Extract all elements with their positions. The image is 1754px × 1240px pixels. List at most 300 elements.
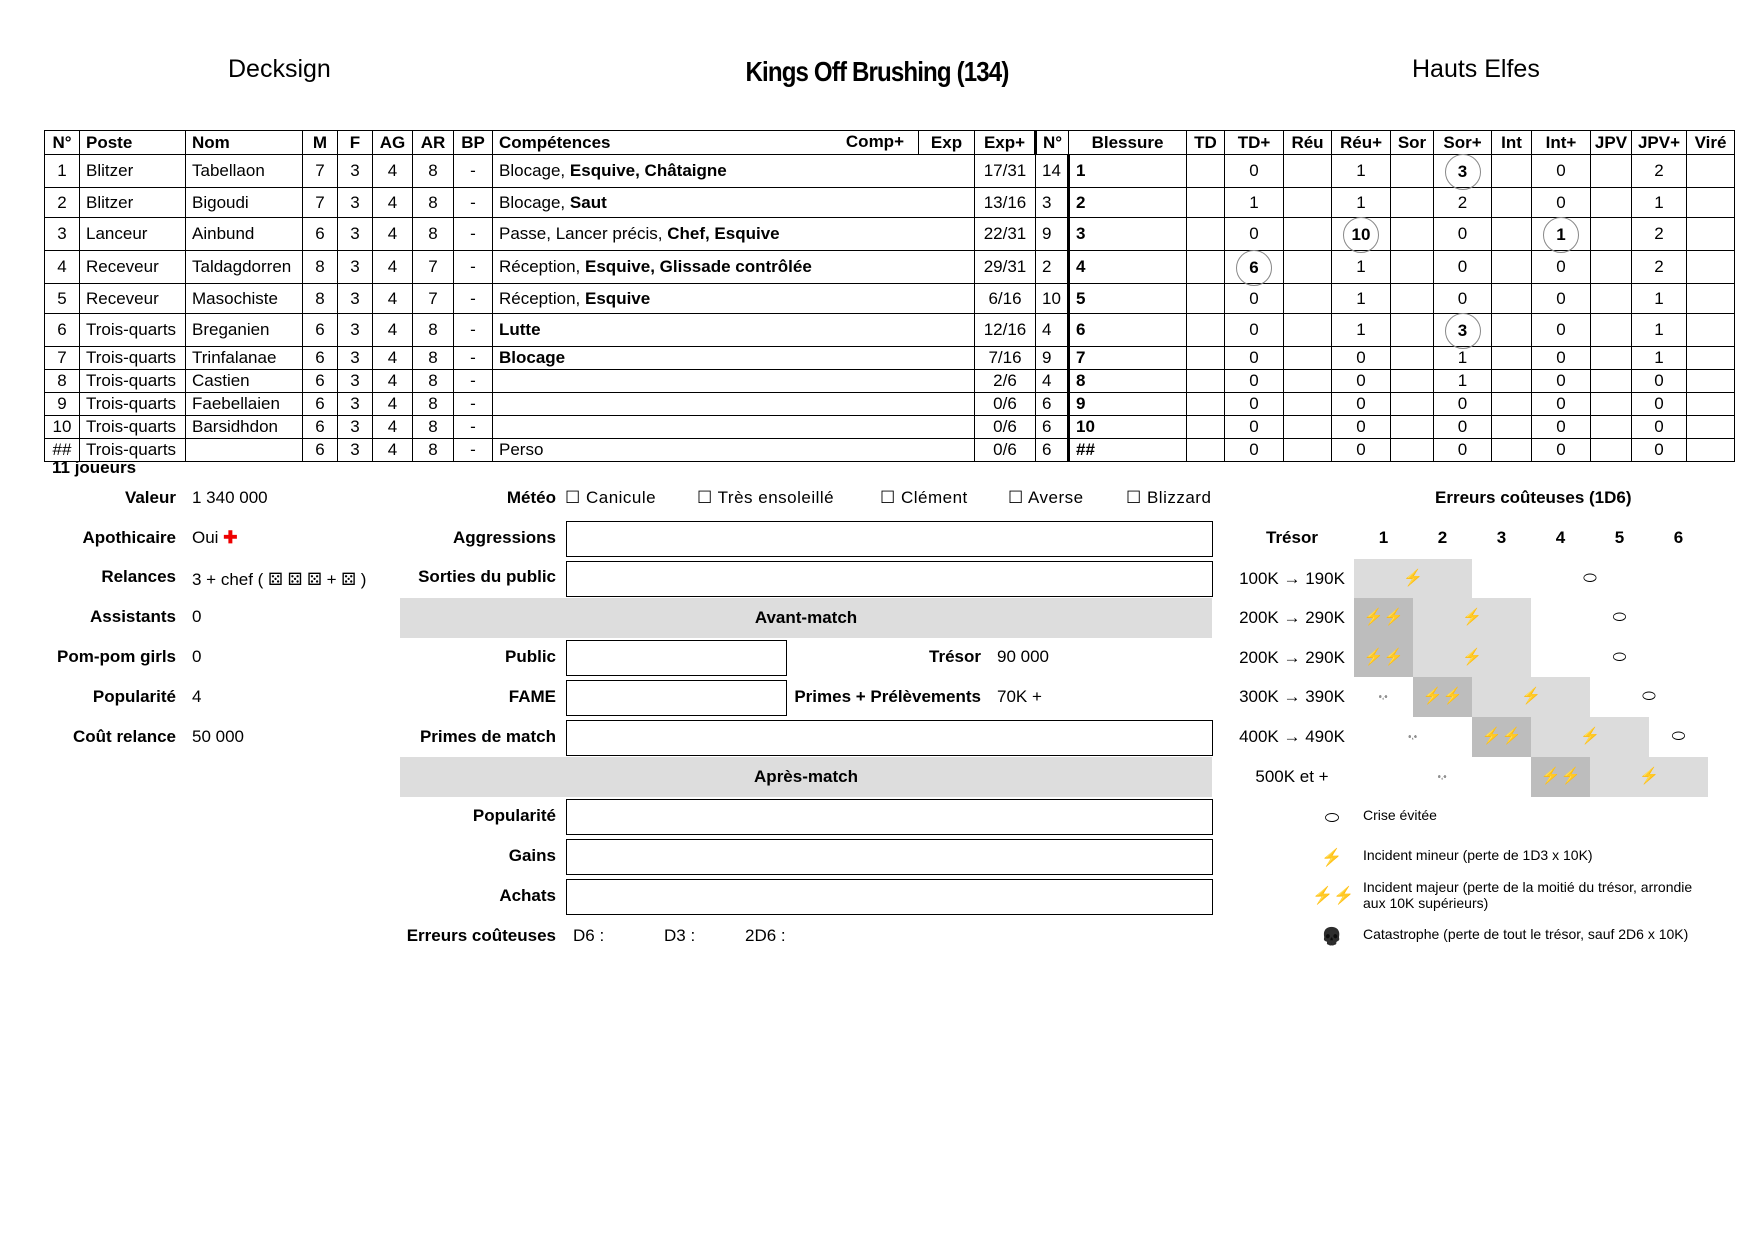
- crisis-avoided-icon: ⬭: [1324, 808, 1340, 827]
- legend-text: Crise évitée: [1363, 807, 1437, 823]
- stat-reu: 1: [1332, 251, 1391, 284]
- stat-ag: 4: [373, 251, 413, 284]
- player-number-2: 2: [1069, 188, 1187, 218]
- player-name: [186, 439, 303, 462]
- stat-bp: -: [454, 188, 493, 218]
- stat-jpv: 0: [1632, 393, 1687, 416]
- player-name: Faebellaien: [186, 393, 303, 416]
- stat-sor-plus: [1492, 416, 1532, 439]
- meteo-label: Météo: [506, 488, 556, 507]
- d3-label: D3 :: [664, 926, 696, 945]
- injury-cell: [1187, 284, 1225, 314]
- roster-header-row: [45, 131, 1735, 155]
- player-number-2: 10: [1069, 416, 1187, 439]
- stat-td-plus: [1284, 439, 1332, 462]
- stat-bp: -: [454, 218, 493, 251]
- red-cross-icon: ✚: [223, 528, 238, 547]
- errors-col-header: 2: [1437, 528, 1448, 547]
- stat-reu-plus: [1391, 439, 1434, 462]
- stat-jpv: 0: [1632, 370, 1687, 393]
- injury-cell: [1187, 370, 1225, 393]
- player-skills: [493, 155, 975, 188]
- stat-jpv: 2: [1632, 155, 1687, 188]
- stat-ar: 8: [413, 314, 454, 347]
- meteo-option-clement[interactable]: ☐ Clément: [880, 488, 968, 507]
- minor-incident-icon: ⚡: [1590, 757, 1708, 797]
- stat-reu: 0: [1332, 370, 1391, 393]
- team-title: Kings Off Brushing (134): [745, 56, 1009, 87]
- base-skills: Passe, Lancer précis,: [499, 224, 663, 243]
- popularite-apres-field[interactable]: [566, 799, 1213, 835]
- stat-td: 0: [1225, 155, 1284, 188]
- base-skills: Blocage,: [499, 192, 566, 212]
- meteo-option-blizzard[interactable]: ☐ Blizzard: [1126, 488, 1212, 507]
- circled-value: 10: [1343, 217, 1379, 253]
- stat-reu-plus: [1391, 370, 1434, 393]
- stat-ar: 8: [413, 439, 454, 462]
- player-exp: 22/31: [975, 218, 1036, 251]
- stat-ag: 4: [373, 284, 413, 314]
- player-number-2: 9: [1069, 393, 1187, 416]
- player-number: 8: [45, 370, 80, 393]
- crisis-avoided-icon: ⬭: [1612, 609, 1627, 626]
- circled-value: 6: [1236, 250, 1272, 286]
- stat-int-plus: [1591, 188, 1632, 218]
- col-header: Sor+: [1434, 131, 1492, 155]
- stat-td: 0: [1225, 393, 1284, 416]
- stat-jpv: 1: [1632, 314, 1687, 347]
- stat-jpv-plus: [1687, 439, 1735, 462]
- player-exp-plus: 9: [1036, 347, 1069, 370]
- stat-bp: -: [454, 439, 493, 462]
- player-position: Receveur: [80, 284, 186, 314]
- table-row: [45, 416, 1735, 439]
- table-row: [45, 251, 1735, 284]
- stat-sor: 0: [1434, 393, 1492, 416]
- stat-sor-plus: [1492, 393, 1532, 416]
- stat-td: 0: [1225, 284, 1284, 314]
- fame-field[interactable]: [566, 680, 787, 716]
- stat-jpv-plus: [1687, 251, 1735, 284]
- stat-f: 3: [338, 251, 373, 284]
- injury-cell: [1187, 251, 1225, 284]
- minor-incident-icon: ⚡: [1354, 559, 1472, 599]
- valeur-value: 1 340 000: [192, 488, 268, 507]
- stat-td: 0: [1225, 370, 1284, 393]
- player-number: 6: [45, 314, 80, 347]
- stat-jpv: 1: [1632, 188, 1687, 218]
- player-exp: 17/31: [975, 155, 1036, 188]
- col-header: AR: [413, 131, 454, 155]
- col-header: JPV: [1591, 131, 1632, 155]
- public-field[interactable]: [566, 640, 787, 676]
- stat-sor: 2: [1434, 188, 1492, 218]
- crisis-avoided-icon: ⬭: [1671, 728, 1686, 745]
- player-skills: [493, 393, 975, 416]
- major-incident-icon: ⚡⚡: [1531, 757, 1590, 797]
- stat-f: 3: [338, 370, 373, 393]
- gains-field[interactable]: [566, 839, 1213, 875]
- stat-reu-plus: [1391, 314, 1434, 347]
- stat-jpv-plus: [1687, 393, 1735, 416]
- stat-sor-plus: [1492, 347, 1532, 370]
- col-header: M: [303, 131, 338, 155]
- col-header: Réu+: [1332, 131, 1391, 155]
- apothicaire-text: Oui: [192, 528, 219, 547]
- tresor-value: 90 000: [997, 647, 1049, 666]
- stat-int: 0: [1532, 370, 1591, 393]
- aggressions-label: Aggressions: [453, 528, 556, 547]
- player-name: Breganien: [186, 314, 303, 347]
- table-row: [45, 347, 1735, 370]
- stat-f: 3: [338, 155, 373, 188]
- col-header: TD+: [1225, 131, 1284, 155]
- stat-m: 6: [303, 439, 338, 462]
- stat-ag: 4: [373, 188, 413, 218]
- stat-bp: -: [454, 314, 493, 347]
- injury-cell: [1187, 416, 1225, 439]
- skull-icon: 💀: [1354, 677, 1413, 717]
- player-skills: [493, 416, 975, 439]
- player-position: Receveur: [80, 251, 186, 284]
- stat-int-plus: [1591, 251, 1632, 284]
- table-row: [45, 155, 1735, 188]
- major-incident-icon: ⚡⚡: [1472, 717, 1531, 757]
- meteo-option-canicule[interactable]: ☐ Canicule: [565, 488, 657, 507]
- extra-skills: Chef, Esquive: [667, 224, 780, 243]
- player-position: Trois-quarts: [80, 416, 186, 439]
- extra-skills: Blocage: [499, 348, 566, 367]
- achats-field[interactable]: [566, 879, 1213, 915]
- stat-reu-plus: [1391, 251, 1434, 284]
- stat-int: 0: [1532, 439, 1591, 462]
- stat-sor: 1: [1434, 370, 1492, 393]
- skull-icon: 💀: [1354, 757, 1531, 797]
- stat-jpv-plus: [1687, 155, 1735, 188]
- injury-cell: [1187, 314, 1225, 347]
- stat-bp: -: [454, 251, 493, 284]
- stat-f: 3: [338, 188, 373, 218]
- meteo-option-ensoleille[interactable]: ☐ Très ensoleillé: [697, 488, 835, 507]
- player-name: Trinfalanae: [186, 347, 303, 370]
- player-exp: 29/31: [975, 251, 1036, 284]
- injury-cell: [1187, 439, 1225, 462]
- legend-text: Catastrophe (perte de tout le trésor, sauf 2D6 x 10K): [1363, 926, 1689, 942]
- player-position: Lanceur: [80, 218, 186, 251]
- stat-reu-plus: [1391, 188, 1434, 218]
- stat-reu: 1: [1332, 155, 1391, 188]
- player-skills: [493, 251, 975, 284]
- injury-cell: [1187, 347, 1225, 370]
- popularite-apres-label: Popularité: [472, 806, 556, 825]
- stat-int-plus: [1591, 439, 1632, 462]
- meteo-option-averse[interactable]: ☐ Averse: [1008, 488, 1084, 507]
- cout-relance-label: Coût relance: [73, 727, 176, 746]
- stat-ar: 8: [413, 188, 454, 218]
- stat-td-plus: [1284, 416, 1332, 439]
- player-number: 7: [45, 347, 80, 370]
- stat-sor: 0: [1434, 439, 1492, 462]
- stat-m: 6: [303, 347, 338, 370]
- stat-sor-plus: [1492, 284, 1532, 314]
- col-header: Nom: [186, 131, 303, 155]
- sorties-field[interactable]: [566, 561, 1213, 597]
- col-header-competences: [493, 131, 919, 155]
- base-skills: Perso: [499, 440, 544, 459]
- table-row: [45, 284, 1735, 314]
- stat-ag: 4: [373, 155, 413, 188]
- stat-sor: 0: [1434, 251, 1492, 284]
- player-exp-plus: 14: [1036, 155, 1069, 188]
- player-exp: 0/6: [975, 416, 1036, 439]
- achats-label: Achats: [499, 886, 556, 905]
- stat-sor-plus: [1492, 370, 1532, 393]
- stat-sor-plus: [1492, 155, 1532, 188]
- player-position: Trois-quarts: [80, 439, 186, 462]
- stat-jpv: 2: [1632, 251, 1687, 284]
- major-incident-icon: ⚡⚡: [1354, 638, 1413, 678]
- player-exp-plus: 4: [1036, 314, 1069, 347]
- stat-int: 0: [1532, 314, 1591, 347]
- stat-f: 3: [338, 393, 373, 416]
- player-number: 2: [45, 188, 80, 218]
- circled-value: 3: [1445, 154, 1481, 190]
- player-number-2: 5: [1069, 284, 1187, 314]
- erreurs-couteuses-label: Erreurs coûteuses: [406, 926, 556, 945]
- stat-sor-plus: [1492, 218, 1532, 251]
- stat-int: 0: [1532, 155, 1591, 188]
- table-row: [45, 314, 1735, 347]
- stat-sor-plus: [1492, 251, 1532, 284]
- crisis-avoided-icon: ⬭: [1583, 570, 1597, 587]
- stat-bp: -: [454, 416, 493, 439]
- circled-value: 3: [1445, 313, 1481, 349]
- cout-relance-value: 50 000: [192, 727, 244, 746]
- player-name: Ainbund: [186, 218, 303, 251]
- valeur-label: Valeur: [124, 488, 176, 507]
- col-header: Sor: [1391, 131, 1434, 155]
- stat-ar: 8: [413, 218, 454, 251]
- player-position: Trois-quarts: [80, 314, 186, 347]
- errors-row-label: 500K et +: [1255, 767, 1329, 786]
- player-skills: [493, 314, 975, 347]
- stat-jpv-plus: [1687, 284, 1735, 314]
- gains-label: Gains: [508, 846, 556, 865]
- col-header: Exp+: [975, 131, 1036, 155]
- injury-cell: [1187, 155, 1225, 188]
- aggressions-field[interactable]: [566, 521, 1213, 557]
- stat-td-plus: [1284, 314, 1332, 347]
- stat-reu-plus: [1391, 416, 1434, 439]
- stat-int: 0: [1532, 393, 1591, 416]
- stat-sor-plus: [1492, 439, 1532, 462]
- stat-td-plus: [1284, 393, 1332, 416]
- table-row: [45, 439, 1735, 462]
- stat-jpv: 1: [1632, 347, 1687, 370]
- pompom-label: Pom-pom girls: [56, 647, 176, 666]
- player-name: Castien: [186, 370, 303, 393]
- stat-reu-plus: [1391, 347, 1434, 370]
- apothicaire-label: Apothicaire: [82, 528, 176, 547]
- stat-td: 0: [1225, 416, 1284, 439]
- player-skills: [493, 370, 975, 393]
- stat-m: 7: [303, 155, 338, 188]
- col-header: Int: [1492, 131, 1532, 155]
- col-header: BP: [454, 131, 493, 155]
- team-race: Hauts Elfes: [1412, 55, 1540, 83]
- stat-f: 3: [338, 314, 373, 347]
- stat-int-plus: [1591, 393, 1632, 416]
- stat-td-plus: [1284, 370, 1332, 393]
- stat-jpv-plus: [1687, 314, 1735, 347]
- injury-cell: [1187, 188, 1225, 218]
- minor-incident-icon: ⚡: [1531, 717, 1649, 757]
- stat-td-plus: [1284, 218, 1332, 251]
- player-position: Trois-quarts: [80, 393, 186, 416]
- public-label: Public: [504, 647, 556, 666]
- extra-skills: Esquive: [585, 288, 651, 308]
- player-exp: 13/16: [975, 188, 1036, 218]
- stat-jpv-plus: [1687, 188, 1735, 218]
- stat-int: 0: [1532, 416, 1591, 439]
- injury-cell: [1187, 393, 1225, 416]
- stat-ar: 7: [413, 251, 454, 284]
- stat-f: 3: [338, 416, 373, 439]
- skull-icon: 💀: [1354, 717, 1472, 757]
- minor-incident-icon: ⚡: [1472, 677, 1590, 717]
- stat-int: 0: [1532, 284, 1591, 314]
- player-number-2: 3: [1069, 218, 1187, 251]
- stat-ag: 4: [373, 370, 413, 393]
- stat-m: 6: [303, 218, 338, 251]
- stat-td: 1: [1225, 188, 1284, 218]
- legend-text: Incident mineur (perte de 1D3 x 10K): [1363, 847, 1593, 863]
- stat-td-plus: [1284, 284, 1332, 314]
- 2d6-label: 2D6 :: [745, 926, 786, 945]
- injury-cell: [1187, 218, 1225, 251]
- player-name: Barsidhdon: [186, 416, 303, 439]
- table-row: [45, 188, 1735, 218]
- stat-jpv-plus: [1687, 218, 1735, 251]
- player-exp: 2/6: [975, 370, 1036, 393]
- col-header: Int+: [1532, 131, 1591, 155]
- stat-td: 0: [1225, 347, 1284, 370]
- d6-label: D6 :: [573, 926, 605, 945]
- stat-int: [1532, 218, 1591, 251]
- stat-int-plus: [1591, 416, 1632, 439]
- errors-row-label: 100K → 190K: [1239, 569, 1345, 588]
- player-number: 3: [45, 218, 80, 251]
- col-header: N°: [45, 131, 80, 155]
- table-row: [45, 393, 1735, 416]
- stat-reu-plus: [1391, 155, 1434, 188]
- stat-reu-plus: [1391, 393, 1434, 416]
- primes-match-label: Primes de match: [419, 727, 556, 746]
- stat-ar: 8: [413, 347, 454, 370]
- stat-sor-plus: [1492, 188, 1532, 218]
- col-header: Exp: [919, 131, 975, 155]
- table-row: [45, 218, 1735, 251]
- stat-ag: 4: [373, 314, 413, 347]
- circled-value: 1: [1543, 217, 1579, 253]
- stat-ar: 8: [413, 155, 454, 188]
- coach-name: Decksign: [228, 55, 331, 83]
- apothicaire-value: [192, 528, 237, 548]
- stat-jpv: 0: [1632, 439, 1687, 462]
- stat-f: 3: [338, 439, 373, 462]
- stat-reu-plus: [1391, 218, 1434, 251]
- roster-table: [44, 130, 1735, 462]
- stat-int-plus: [1591, 218, 1632, 251]
- col-header: Comp+: [845, 132, 904, 151]
- stat-bp: -: [454, 155, 493, 188]
- player-skills: [493, 188, 975, 218]
- stat-reu: 0: [1332, 393, 1391, 416]
- stat-reu: 1: [1332, 284, 1391, 314]
- major-incident-icon: ⚡⚡: [1413, 677, 1472, 717]
- stat-m: 8: [303, 251, 338, 284]
- stat-td-plus: [1284, 155, 1332, 188]
- player-skills: [493, 347, 975, 370]
- player-exp: 6/16: [975, 284, 1036, 314]
- primes-match-field[interactable]: [566, 720, 1213, 756]
- col-header: Viré: [1687, 131, 1735, 155]
- stat-f: 3: [338, 284, 373, 314]
- stat-m: 6: [303, 314, 338, 347]
- stat-int: 0: [1532, 347, 1591, 370]
- minor-incident-icon: ⚡: [1413, 638, 1531, 678]
- player-exp-plus: 6: [1036, 393, 1069, 416]
- stat-sor: 1: [1434, 347, 1492, 370]
- apres-match-band: Après-match: [400, 757, 1212, 797]
- player-exp-plus: 9: [1036, 218, 1069, 251]
- stat-bp: -: [454, 393, 493, 416]
- skull-icon: 💀: [1321, 927, 1343, 946]
- stat-reu: 1: [1332, 188, 1391, 218]
- stat-m: 6: [303, 370, 338, 393]
- assistants-label: Assistants: [90, 607, 176, 626]
- player-exp: 0/6: [975, 439, 1036, 462]
- tresor-label: Trésor: [929, 647, 981, 666]
- player-exp: 0/6: [975, 393, 1036, 416]
- stat-reu: 0: [1332, 416, 1391, 439]
- crisis-avoided-icon: ⬭: [1642, 688, 1656, 705]
- stat-int-plus: [1591, 314, 1632, 347]
- player-exp-plus: 6: [1036, 416, 1069, 439]
- stat-td: 0: [1225, 314, 1284, 347]
- extra-skills: Saut: [569, 192, 607, 212]
- player-number: 9: [45, 393, 80, 416]
- relances-label: Relances: [101, 567, 176, 586]
- errors-row-label: 200K → 290K: [1239, 608, 1345, 627]
- popularite-value: 4: [192, 687, 202, 706]
- relances-value: 3 + chef ( ⚄ ⚄ ⚄ + ⚄ ): [192, 570, 367, 589]
- stat-ar: 8: [413, 370, 454, 393]
- stat-ag: 4: [373, 218, 413, 251]
- assistants-value: 0: [192, 607, 202, 626]
- primes-prelevements-label: Primes + Prélèvements: [794, 687, 981, 706]
- errors-col-header: 6: [1673, 528, 1684, 547]
- stat-jpv: 2: [1632, 218, 1687, 251]
- errors-col-header: 5: [1614, 528, 1625, 547]
- stat-td-plus: [1284, 347, 1332, 370]
- player-exp: 7/16: [975, 347, 1036, 370]
- player-number-2: 8: [1069, 370, 1187, 393]
- stat-f: 3: [338, 347, 373, 370]
- extra-skills: Esquive, Glissade contrôlée: [585, 257, 812, 276]
- base-skills: Réception,: [499, 288, 581, 308]
- major-incident-icon: ⚡⚡: [1354, 598, 1413, 638]
